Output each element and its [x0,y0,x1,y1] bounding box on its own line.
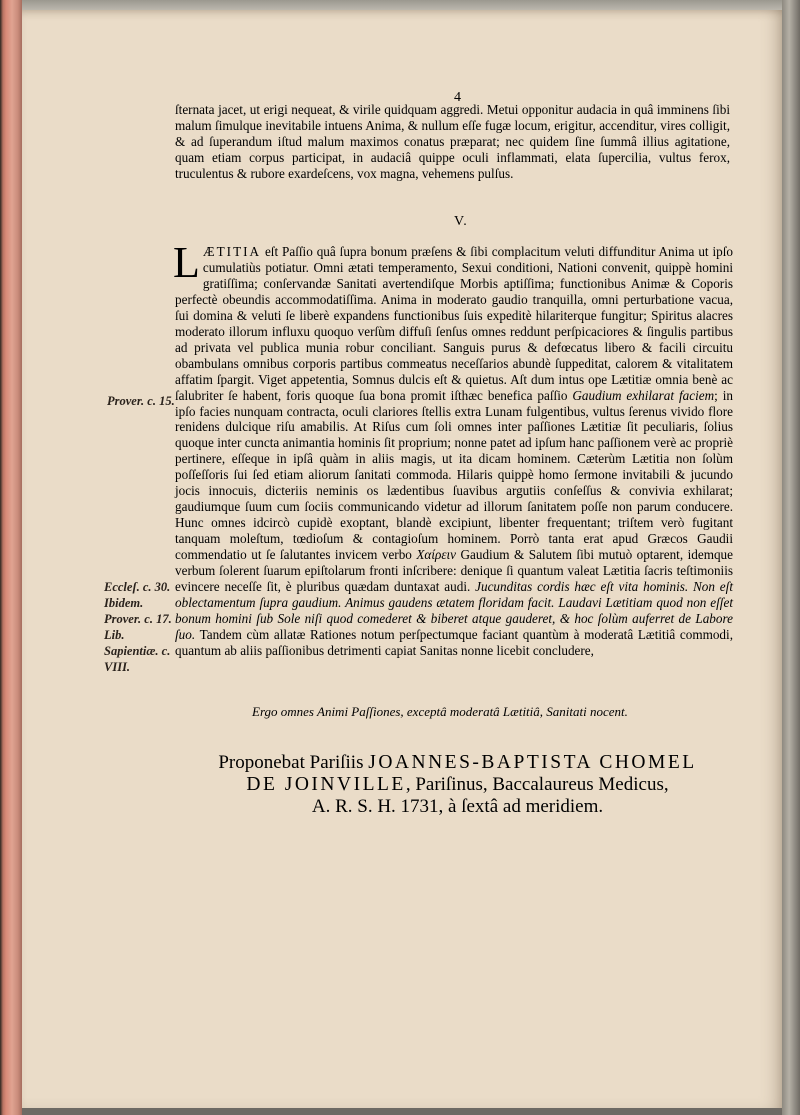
quote-scripture: Jucunditas cordis hæc eſt vita hominis. Non eſt oblectamentum ſupra gaudium. Animus gaudens ætatem floridam facit. Laudavi Lætitiam quod non eſſet bonum homini ſub Sole niſi quod comederet & biberet atque gauderet, & hoc ſolùm auferret de Labore ſuo. [175,579,733,642]
author-title: , Pariſinus, Baccalaureus Medicus, [405,774,669,795]
defense-line-1 [170,752,745,774]
greek-word: Χαίρειν [416,547,457,563]
paragraph-part-2: ; in ipſo facies nunquam contracta, oculi clariores ſtellis extra Lunam fulgentibus, vultus ſerenus vivido flore renidens dulcique riſu amabilis. At Riſus cum ſoli omnes inter paſſiones Lætitiæ ſit peculiaris, ſolius quoque inter cuncta animantia hominis ſit proprium; nonne patet ad ipſum hanc paſſionem verè ac propriè pertinere, eſſeque in ipſâ quàm in aliis magis, ut ita dicam hominem. Cæterùm Lætitia non ſolùm poſſeſſoris ſui ſed etiam aliorum ſanitati commoda. Hilaris quippè homo ſermone invitabili & jucundo jocis innocuis, dicteriis neminis os lædentibus ſuavibus argutiis conſeſſus & convivia exhilarat; gaudiumque ſuum cum ſociis communicando videtur ad illorum ſanitatem poſſe non parum conducere. Hunc omnes idcircò cupidè exoptant, blandè excipiunt, libenter frequentant; triſtem verò fugitant tanquam moleſtum, tœdioſum & contagioſum hominem. Porrò tanta erat apud Græcos Gaudii commendatio ut ſe ſalutantes invicem verbo [175,387,733,563]
right-page-edge [782,0,800,1115]
section-body [173,238,733,659]
margin-note-proverbs: Prover. c. 15. [107,394,175,408]
book-spine-edge [0,0,22,1115]
intro-paragraph: ſternata jacet, ut erigi nequeat, & virile quidquam aggredi. Metui opponitur audacia in quâ imminens ſibi malum ſimulque inevitabile intuens Anima, & nullum eſſe fugæ locum, erigitur, accenditur, vires colligit, & ad ſuperandum iſtud malum maximos conatus præparat; nec quidem ſine ſummâ illius agitatione, quam etiam corpus participat, in audaciâ quippe oculi inflammati, elata ſupercilia, vultus ferox, truculentus & rubore exardeſcens, vox magna, vehemens pulſus. [175,102,730,181]
quote-proverbs: Gaudium exhilarat faciem [572,387,715,403]
paragraph-part-3: Gaudium & Salutem ſibi mutuò optarent, idemque verbum ſolerent ſuarum epiſtolarum fronti inſcribere: denique ſi quantum valeat Lætitia ſacris teſtimoniis evincere neceſſe ſit, è pluribus quædam duntaxat audi. [175,547,733,595]
section-number: V. [454,214,468,229]
defense-line-3: A. R. S. H. 1731, à ſextâ ad meridiem. [311,796,604,817]
author-name: JOANNES-BAPTISTA CHOMEL [368,752,697,773]
drop-cap: L [173,238,200,287]
lead-caps: ÆTITIA [202,244,262,259]
margin-note-references: Eccleſ. c. 30. Ibidem. Prover. c. 17. Lib. Sapientiæ. c. VIII. [104,580,172,674]
paragraph-part-4: Tandem cùm allatæ Rationes notum perſpectumque faciant quantùm à moderatâ Lætitiâ commodi, quantum ab aliis paſſionibus detrimenti capiat Sanitas nonne licebit concludere, [175,626,733,658]
paragraph-part-1: eſt Paſſio quâ ſupra bonum præſens & ſibi complacitum veluti diffunditur Anima ut ipſo cumulatiùs potiatur. Omni ætati temperamento, Sexui conditioni, Nationi convenit, quippè homini gratiſſima; conſervandæ Sanitati avertendiſque Morbis aptiſſima; functionibus Animæ & Coporis perfectè obeundis accommodatiſſima. Anima in moderato gaudio tranquilla, omni perturbatione vacua, ſui domina & veluti ſe liberè expandens functionibus ſuis expeditè hilariterque fungitur; Spiritus alacres moderato illorum influxu quoquo verſùm diffuſi ſenſus omnes reddunt perſpicaciores & ſingulis partibus ad privata vel publica munia robur conciliant. Sanguis purus & defœcatus libero & facili circuitu obambulans omnibus corporis partibus commeatus neceſſarios abundè ſuppeditat, calorem & vitalitatem affatim ſpargit. Viget appetentia, Somnus dulcis eſt & quietus. Aſt dum intus ope Lætitiæ omnia benè ac ſalubriter ſe habent, foris quoque ſua bona promit iſthæc benefica paſſio [175,244,733,403]
defense-line-2 [170,774,745,796]
page-number: 4 [454,90,461,105]
defense-prefix: Proponebat Pariſiis [218,752,364,773]
defense-statement [170,752,745,818]
conclusion-line: Ergo omnes Animi Paſſiones, exceptâ moderatâ Lætitiâ, Sanitati nocent. [252,704,628,719]
author-surname: DE JOINVILLE [246,774,406,795]
